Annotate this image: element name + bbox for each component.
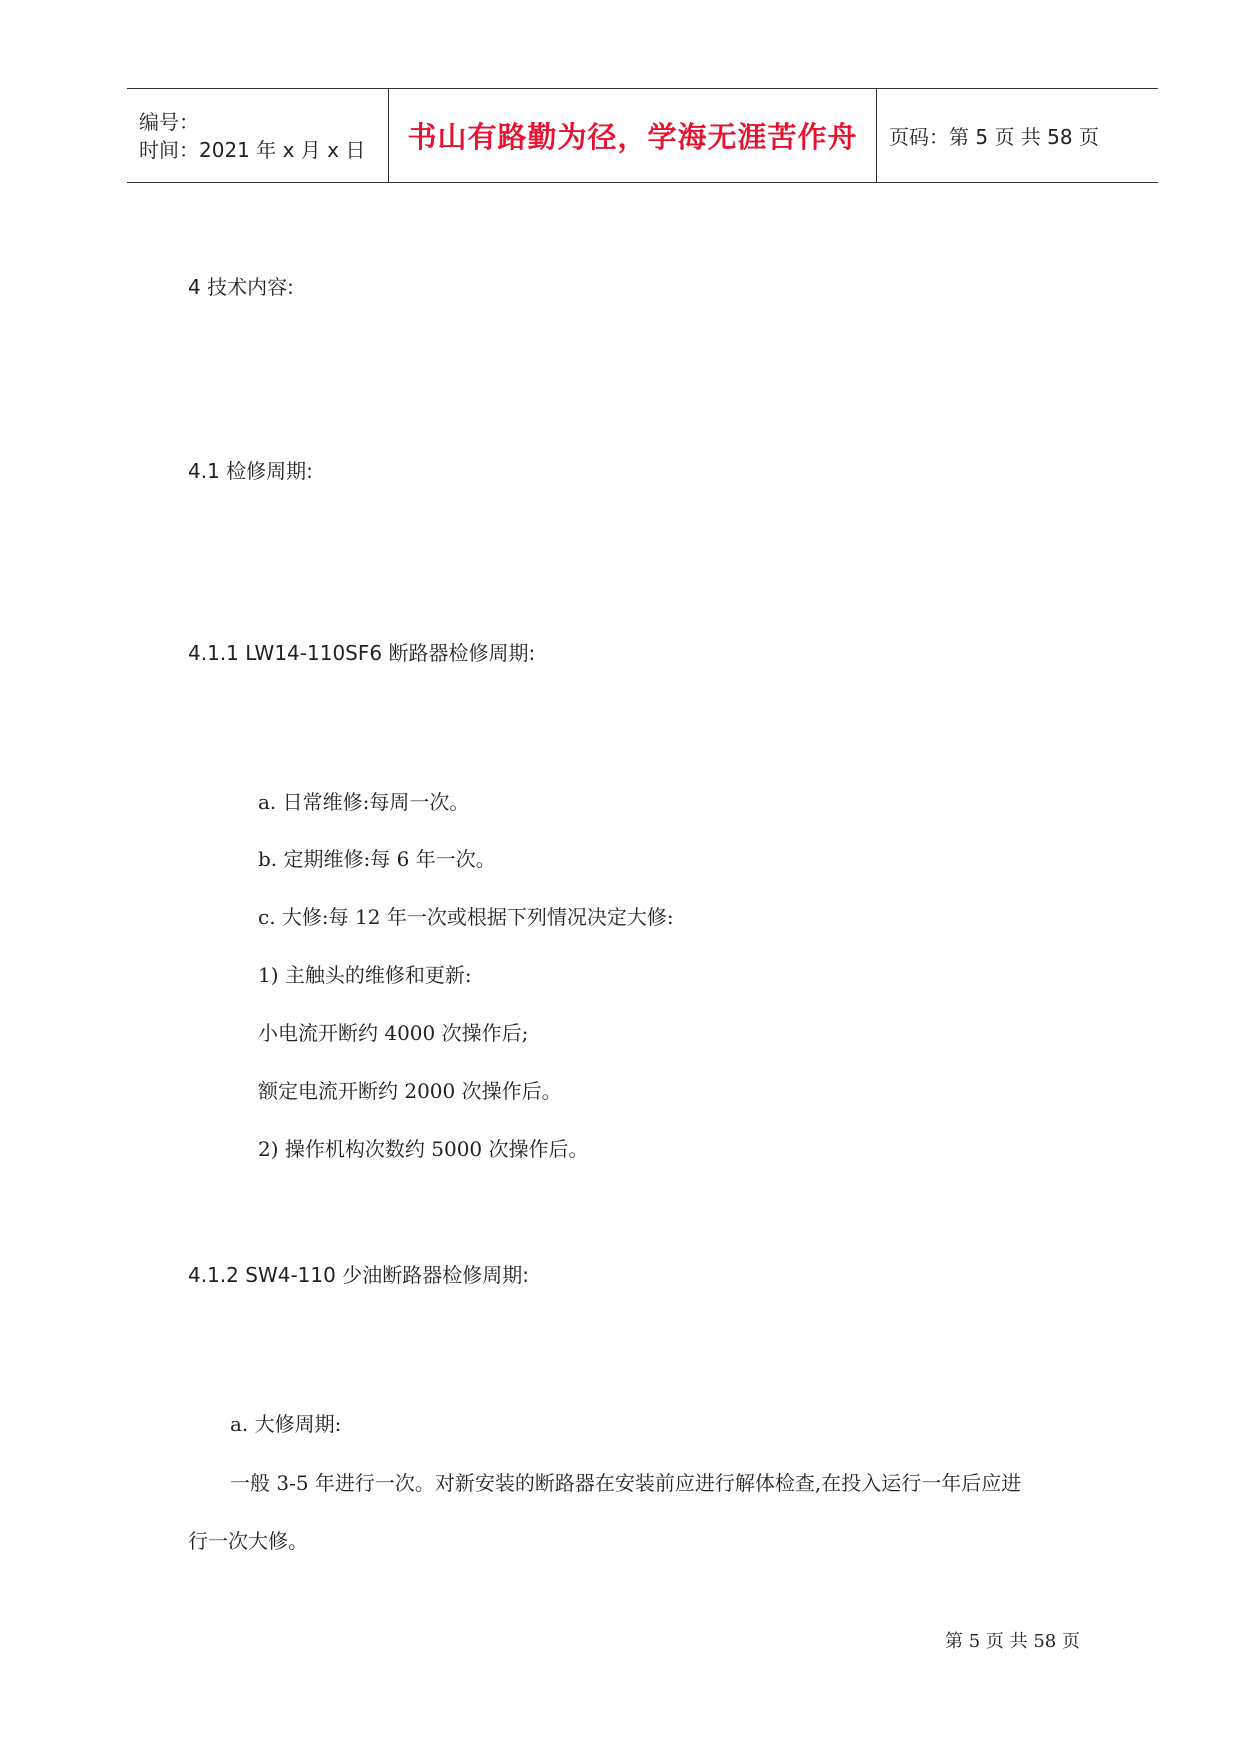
paragraph-line-2: 行一次大修。: [188, 1529, 308, 1553]
item-c1-main-contacts: 1) 主触头的维修和更新:: [258, 963, 472, 987]
section-4-1-heading: 4.1 检修周期:: [188, 459, 313, 483]
section-4-heading: 4 技术内容:: [188, 275, 294, 299]
item-c1-small-current: 小电流开断约 4000 次操作后;: [258, 1021, 529, 1045]
section-4-1-2-heading: 4.1.2 SW4-110 少油断路器检修周期:: [188, 1263, 529, 1287]
header-meta: [127, 89, 389, 182]
item-c1-rated-current: 额定电流开断约 2000 次操作后。: [258, 1079, 562, 1103]
item-c-overhaul: c. 大修:每 12 年一次或根据下列情况决定大修:: [258, 905, 674, 929]
section-4-1-1-heading: 4.1.1 LW14-110SF6 断路器检修周期:: [188, 641, 536, 665]
item-b-periodic-maintenance: b. 定期维修:每 6 年一次。: [258, 847, 496, 871]
header-page-info: 页码：第 5 页 共 58 页: [889, 125, 1099, 149]
header-motto-cell: [389, 89, 877, 182]
header-motto: 书山有路勤为径，学海无涯苦作舟: [407, 120, 858, 154]
item-a-overhaul-period: a. 大修周期:: [230, 1412, 342, 1436]
item-c2-mechanism: 2) 操作机构次数约 5000 次操作后。: [258, 1137, 589, 1161]
document-time: 时间：2021 年 x 月 x 日: [139, 137, 366, 162]
page-header: [127, 88, 1158, 183]
paragraph-line-1: 一般 3-5 年进行一次。对新安装的断路器在安装前应进行解体检查,在投入运行一年后应进: [230, 1471, 1022, 1495]
document-number: 编号：: [139, 109, 199, 134]
item-a-daily-maintenance: a. 日常维修:每周一次。: [258, 790, 470, 814]
page-footer: 第 5 页 共 58 页: [945, 1631, 1080, 1652]
header-page-cell: [877, 89, 1158, 182]
